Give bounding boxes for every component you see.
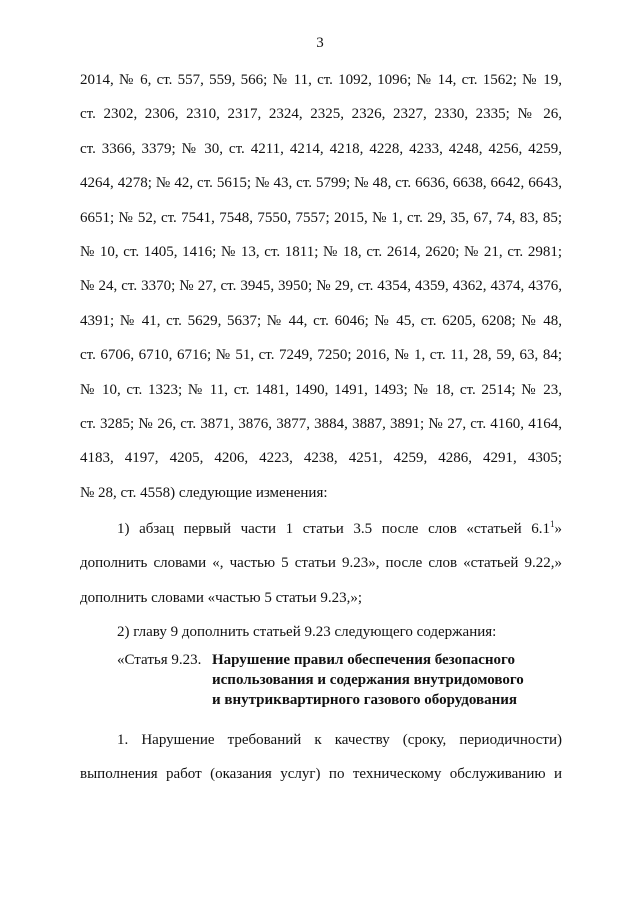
item-2-paragraph <box>80 615 562 649</box>
article-label: «Статья 9.23. <box>117 652 202 668</box>
article-title-line: использования и содержания внутридомового <box>212 672 524 688</box>
text-line: № 24, ст. 3370; № 27, ст. 3945, 3950; № 29, ст. 4354, 4359, 4362, 4374, 4376, <box>80 278 562 295</box>
article-title <box>212 650 524 710</box>
article-heading <box>117 650 524 710</box>
text-line: № 10, ст. 1323; № 11, ст. 1481, 1490, 1491, 1493; № 18, ст. 2514; № 23, <box>80 381 562 398</box>
text-line: 6651; № 52, ст. 7541, 7548, 7550, 7557; 2015, № 1, ст. 29, 35, 67, 74, 83, 85; <box>80 209 562 226</box>
text-line: 1) абзац первый части 1 статьи 3.5 после слов «статьей $6.1^1$» <box>117 519 562 537</box>
text-line: № 10, ст. 1405, 1416; № 13, ст. 1811; № 18, ст. 2614, 2620; № 21, ст. 2981; <box>80 243 562 260</box>
text-line: ст. 3285; № 26, ст. 3871, 3876, 3877, 3884, 3887, 3891; № 27, ст. 4160, 4164, <box>80 415 562 432</box>
text-line: ст. 3366, 3379; № 30, ст. 4211, 4214, 4218, 4228, 4233, 4248, 4256, 4259, <box>80 140 562 157</box>
article-title-line: и внутриквартирного газового оборудования <box>212 692 518 708</box>
text-line: 4183, 4197, 4205, 4206, 4223, 4238, 4251, 4259, 4286, 4291, 4305; <box>80 450 562 467</box>
text-line: дополнить словами «, частью 5 статьи 9.23», после слов «статьей 9.22,» <box>80 555 562 572</box>
text-line: № 28, ст. 4558) следующие изменения: <box>80 484 328 501</box>
text-line: ст. 6706, 6710, 6716; № 51, ст. 7249, 7250; 2016, № 1, ст. 11, 28, 59, 63, 84; <box>80 347 562 364</box>
text-line: 2) главу 9 дополнить статьей 9.23 следующего содержания: <box>117 624 497 640</box>
text-line: выполнения работ (оказания услуг) по техническому обслуживанию и <box>80 766 562 783</box>
item-1-paragraph <box>80 512 562 615</box>
page-number: 3 <box>316 35 324 51</box>
superscript: 1 <box>550 519 555 529</box>
article-title-line: Нарушение правил обеспечения безопасного <box>212 652 515 668</box>
intro-paragraph <box>80 63 562 510</box>
text-line: 2014, № 6, ст. 557, 559, 566; № 11, ст. 1092, 1096; № 14, ст. 1562; № 19, <box>80 72 562 88</box>
text-line: 4264, 4278; № 42, ст. 5615; № 43, ст. 5799; № 48, ст. 6636, 6638, 6642, 6643, <box>80 175 562 192</box>
clause-1-paragraph <box>80 723 562 792</box>
text-line: дополнить словами «частью 5 статьи 9.23,»; <box>80 589 363 606</box>
text-line: ст. 2302, 2306, 2310, 2317, 2324, 2325, 2326, 2327, 2330, 2335; № 26, <box>80 106 562 123</box>
text-line: 4391; № 41, ст. 5629, 5637; № 44, ст. 6046; № 45, ст. 6205, 6208; № 48, <box>80 312 562 329</box>
text-line: 1. Нарушение требований к качеству (сроку, периодичности) <box>117 732 562 748</box>
